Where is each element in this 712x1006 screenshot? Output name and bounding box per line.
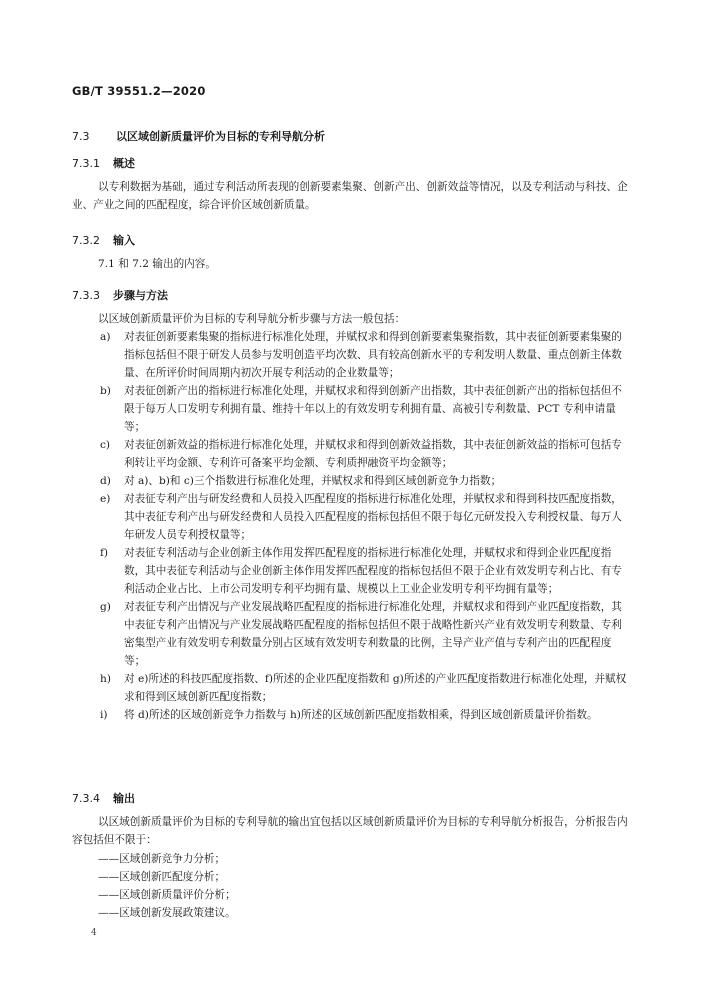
steps-list	[72, 328, 632, 724]
list-item-text: 对表征专利产出情况与产业发展战略匹配程度的指标进行标准化处理，并赋权求和得到产业匹配度指数，其中表征专利产出情况与产业发展战略匹配程度的指标包括但不限于战略性新兴产业有效发明专利数量、专利密集型产业有效发明专利数量分别占区域有效发明专利数量的比例，主导产业产值与专利产出的匹配程度等；	[124, 601, 622, 667]
subsection-title: 输入	[113, 234, 135, 247]
list-item: ——区域创新匹配度分析；	[98, 871, 226, 883]
subsection-number: 7.3.4	[72, 792, 100, 805]
subsection-heading-output	[72, 790, 135, 806]
section-number: 7.3	[72, 130, 90, 143]
list-item-text: 对表征专利产出与研发经费和人员投入匹配程度的指标进行标准化处理，并赋权求和得到科技匹配度指数，其中表征专利产出与研发经费和人员投入匹配程度的指标包括但不限于每亿元研发投入专利授权量、每万人年研发人员专利授权量等；	[124, 493, 622, 541]
subsection-heading-steps	[72, 287, 168, 303]
list-item-text: 对 a)、b)和 c)三个指数进行标准化处理，并赋权求和得到区域创新竞争力指数；	[124, 475, 502, 487]
list-item	[72, 436, 632, 472]
list-item	[72, 472, 632, 490]
list-item-text: 对表征专利活动与企业创新主体作用发挥匹配程度的指标进行标准化处理，并赋权求和得到企业匹配度指数，其中表征专利活动与企业创新主体作用发挥匹配程度的指标包括但不限于企业有效发明专利占比、有专利活动企业占比、上市公司发明专利平均拥有量、规模以上工业企业发明专利平均拥有量等；	[124, 547, 622, 595]
list-item-marker: h)	[100, 673, 111, 685]
list-item: ——区域创新发展政策建议。	[98, 907, 236, 919]
list-item	[72, 670, 632, 706]
list-item	[72, 598, 632, 670]
subsection-number: 7.3.1	[72, 157, 100, 170]
list-item	[72, 706, 632, 724]
list-item-text: 将 d)所述的区域创新竞争力指数与 h)所述的区域创新匹配度指数相乘，得到区域创新质量评价指数。	[124, 709, 598, 721]
list-item-marker: b)	[100, 385, 111, 397]
list-item-marker: d)	[100, 475, 111, 487]
list-item	[72, 490, 632, 544]
list-item-marker: g)	[100, 601, 111, 613]
list-item-text: 对表征创新要素集聚的指标进行标准化处理，并赋权求和得到创新要素集聚指数，其中表征创新要素集聚的指标包括但不限于研发人员参与发明创造平均次数、具有较高创新水平的专利发明人数量、重点创新主体数量、在所评价时间周期内初次开展专利活动的企业数量等；	[124, 331, 622, 379]
subsection-number: 7.3.2	[72, 234, 100, 247]
list-item	[72, 328, 632, 382]
subsection-number: 7.3.3	[72, 289, 100, 302]
list-item-text: 对表征创新效益的指标进行标准化处理，并赋权求和得到创新效益指数，其中表征创新效益的指标可包括专利转让平均金额、专利许可备案平均金额、专利质押融资平均金额等；	[124, 439, 622, 469]
list-item	[72, 544, 632, 598]
subsection-title: 概述	[113, 157, 135, 170]
standard-number: GB/T 39551.2—2020	[72, 84, 206, 98]
list-item-marker: i)	[100, 709, 108, 721]
list-item-marker: f)	[100, 547, 109, 559]
subsection-title: 输出	[113, 792, 135, 805]
list-item: ——区域创新质量评价分析；	[98, 889, 236, 901]
section-heading	[72, 128, 325, 144]
output-list	[98, 850, 236, 922]
input-paragraph: 7.1 和 7.2 输出的内容。	[98, 258, 216, 270]
subsection-title: 步骤与方法	[113, 289, 168, 302]
list-item-marker: e)	[100, 493, 111, 505]
output-paragraph: 以区域创新质量评价为目标的专利导航的输出宜包括以区域创新质量评价为目标的专利导航分析报告，分析报告内容包括但不限于：	[72, 816, 628, 846]
subsection-heading-input	[72, 232, 135, 248]
steps-intro: 以区域创新质量评价为目标的专利导航分析步骤与方法一般包括：	[98, 313, 406, 325]
subsection-heading-overview	[72, 155, 135, 171]
list-item-marker: a)	[100, 331, 111, 343]
overview-paragraph: 以专利数据为基础，通过专利活动所表现的创新要素集聚、创新产出、创新效益等情况，以及专利活动与科技、企业、产业之间的匹配程度，综合评价区域创新质量。	[72, 181, 628, 211]
list-item	[72, 382, 632, 436]
list-item: ——区域创新竞争力分析；	[98, 853, 226, 865]
list-item-text: 对 e)所述的科技匹配度指数、f)所述的企业匹配度指数和 g)所述的产业匹配度指数进行标准化处理，并赋权求和得到区域创新匹配度指数；	[124, 673, 627, 703]
list-item-text: 对表征创新产出的指标进行标准化处理，并赋权求和得到创新产出指数，其中表征创新产出的指标包括但不限于每万人口发明专利拥有量、维持十年以上的有效发明专利拥有量、高被引专利数量、PCT 专利申请量等；	[124, 385, 622, 433]
list-item-marker: c)	[100, 439, 111, 451]
page-number: 4	[91, 928, 97, 938]
section-title: 以区域创新质量评价为目标的专利导航分析	[116, 130, 325, 143]
